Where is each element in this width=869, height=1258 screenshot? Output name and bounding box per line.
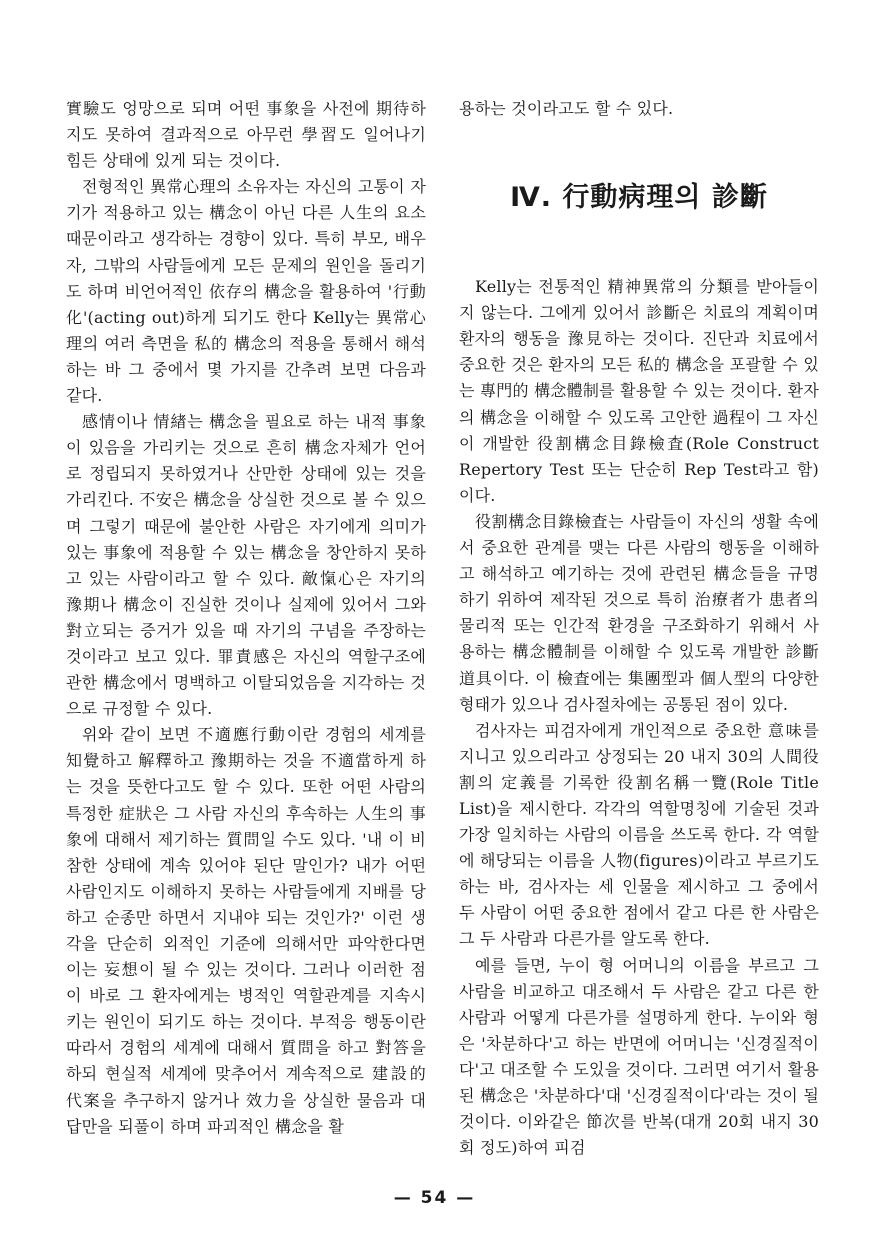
left-paragraph-2: 感情이나 情緖는 構念을 필요로 하는 내적 事象이 있음을 가리키는 것으로 흔히 構念자체가 언어로 정립되지 못하였거나 산만한 상태에 있는 것을 가리킨다. 不安은 構念을 상실한 것으로 볼 수 있으며 그렇기 때문에 불안한 사람은 자기에게 의미가 있는 事象에 적용할 수 있는 構念을 창안하지 못하고 있는 사람이라고 할 수 있다. 敵愾心은 자기의 豫期나 構念이 진실한 것이나 실제에 있어서 그와 對立되는 증거가 있을 때 자기의 구념을 주장하는 것이라고 보고 있다. 罪責感은 자신의 역할구조에 관한 構念에서 명백하고 이탈되었음을 지각하는 것으로 규정할 수 있다. <box>66 412 426 719</box>
right-paragraph-2: 役割構念目錄檢査는 사람들이 자신의 생활 속에서 중요한 관계를 맺는 다른 사람의 행동을 이해하고 해석하고 예기하는 것에 관련된 構念들을 규명하기 위하여 제작된 것으로 특히 治療者가 患者의 물리적 또는 인간적 환경을 구조화하기 위해서 사용하는 構念體制를 이해할 수 있도록 개발한 診斷道具이다. 이 檢査에는 集團型과 個人型의 다양한 형태가 있으나 검사절차에는 공통된 점이 있다. <box>459 511 819 714</box>
left-continuation-paragraph: 實驗도 엉망으로 되며 어떤 事象을 사전에 期待하지도 못하여 결과적으로 아무런 學習도 일어나기 힘든 상태에 있게 되는 것이다. <box>66 99 426 171</box>
left-column <box>66 96 426 1140</box>
right-paragraph-1: Kelly는 전통적인 精神異常의 分類를 받아들이지 않는다. 그에게 있어서 診斷은 치료의 계획이며 환자의 행동을 豫見하는 것이다. 진단과 치료에서 중요한 것은 환자의 모든 私的 構念을 포괄할 수 있는 專門的 構念體制를 활용할 수 있는 것이다. 환자의 構念을 이해할 수 있도록 고안한 過程이 그 자신이 개발한 役割構念目錄檢査(Role Construct Repertory Test 또는 단순히 Rep Test라고 함)이다. <box>459 277 819 505</box>
left-paragraph-3: 위와 같이 보면 不適應行動이란 경험의 세계를 知覺하고 解釋하고 豫期하는 것을 不適當하게 하는 것을 뜻한다고도 할 수 있다. 또한 어떤 사람의 특정한 症狀은 그 사람 자신의 후속하는 人生의 事象에 대해서 제기하는 質問일 수도 있다. '내 이 비참한 상태에 계속 있어야 된단 말인가? 내가 어떤 사람인지도 이해하지 못하는 사람들에게 지배를 당하고 순종만 하면서 지내야 되는 것인가?' 이런 생각을 단순히 외적인 기준에 의해서만 파악한다면 이는 妄想이 될 수 있는 것이다. 그러나 이러한 점이 바로 그 환자에게는 병적인 역할관계를 지속시키는 원인이 되기도 하는 것이다. 부적응 행동이란 따라서 경험의 세계에 대해서 質問을 하고 對答을 하되 현실적 세계에 맞추어서 계속적으로 建設的 代案을 추구하지 않거나 效力을 상실한 물음과 대답만을 되풀이 하며 파괴적인 構念을 활 <box>66 725 426 1136</box>
right-column <box>459 96 819 1161</box>
right-paragraph-4: 예를 들면, 누이 형 어머니의 이름을 부르고 그 사람을 비교하고 대조해서 두 사람은 같고 다른 한 사람과 어떻게 다른가를 설명하게 한다. 누이와 형은 '차분하다'고 하는 반면에 어머니는 '신경질적이다'고 대조할 수 도있을 것이다. 그러면 여기서 활용된 構念은 '차분하다'대 '신경질적이다'라는 것이 될 것이다. 이와같은 節次를 반복(대개 20회 내지 30회 정도)하여 피검 <box>459 955 820 1158</box>
right-continuation-paragraph: 용하는 것이라고도 할 수 있다. <box>459 99 674 118</box>
section-heading: Ⅳ. 行動病理의 診斷 <box>510 182 768 214</box>
page-number: — 54 — <box>393 1188 476 1208</box>
right-paragraph-3: 검사자는 피검자에게 개인적으로 중요한 意味를 지니고 있으리라고 상정되는 20 내지 30의 人間役割의 定義를 기록한 役割名稱一覽(Role Title List)을 제시한다. 각각의 역할명칭에 기술된 것과 가장 일치하는 사람의 이름을 쓰도록 한다. 각 역할에 해당되는 이름을 人物(figures)이라고 부르기도 하는 바, 검사자는 세 인물을 제시하고 그 중에서 두 사람이 어떤 중요한 점에서 같고 다른 한 사람은 그 두 사람과 다른가를 알도록 한다. <box>459 720 819 949</box>
left-paragraph-1: 전형적인 異常心理의 소유자는 자신의 고통이 자기가 적용하고 있는 構念이 아닌 다른 人生의 요소 때문이라고 생각하는 경향이 있다. 특히 부모, 배우자, 그밖의 사람들에게 모든 문제의 원인을 돌리기도 하며 비언어적인 依存의 構念을 활용하여 '行動化'(acting out)하게 되기도 한다 Kelly는 異常心理의 여러 측면을 私的 構念의 적용을 통해서 해석하는 바 그 중에서 몇 가지를 간추려 보면 다음과 같다. <box>66 177 426 406</box>
